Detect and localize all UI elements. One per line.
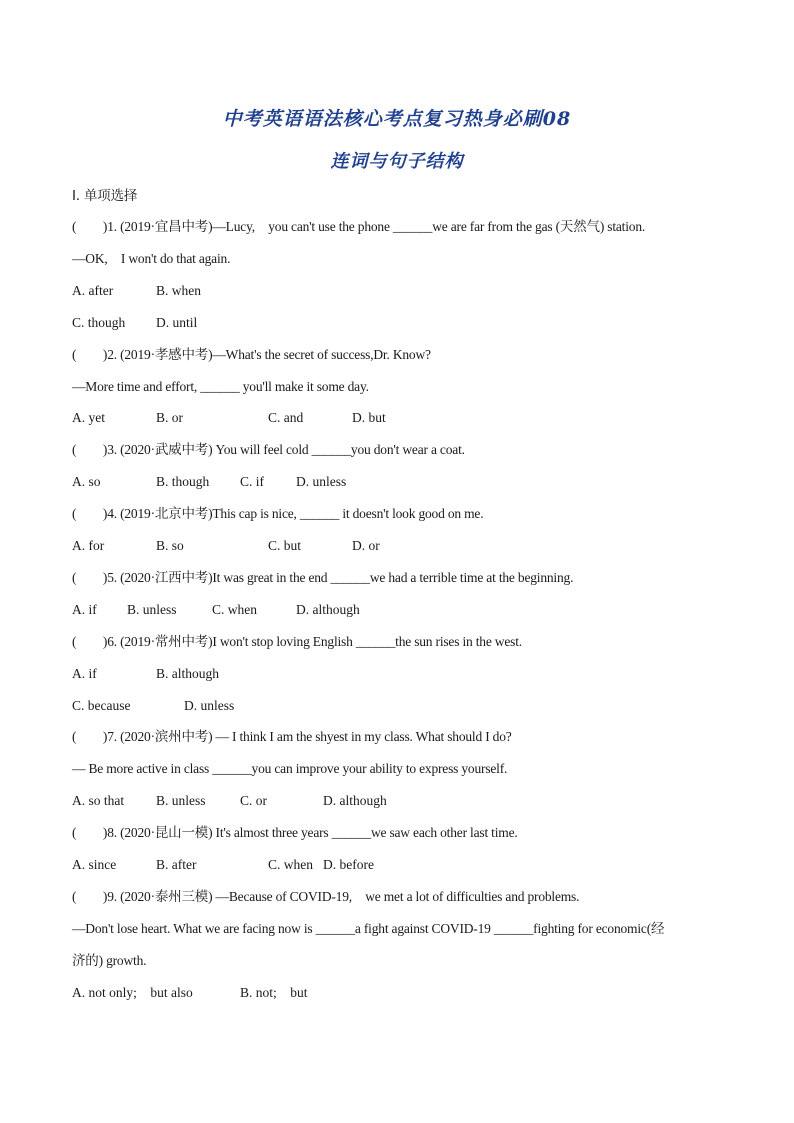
question-text-line: —Don't lose heart. What we are facing now is ______a fight against COVID-19 ______fighting for economic(经: [72, 920, 665, 936]
answer-option[interactable]: C. if: [240, 474, 265, 490]
answer-option[interactable]: A. so: [72, 474, 101, 490]
answer-option[interactable]: C. but: [268, 538, 302, 553]
answer-option[interactable]: B. so: [156, 538, 184, 553]
question-stem: ( )9. (2020·泰州三模) —Because of COVID-19, we met a lot of difficulties and problems.: [72, 888, 580, 904]
answer-option[interactable]: C. or: [240, 793, 267, 809]
answer-option[interactable]: B. unless: [127, 601, 177, 617]
answer-option[interactable]: D. until: [156, 314, 198, 330]
answer-option[interactable]: B. although: [156, 665, 219, 681]
question-stem: ( )8. (2020·昆山一模) It's almost three years ______we saw each other last time.: [72, 825, 518, 841]
section-heading: Ⅰ. 单项选择: [72, 188, 138, 204]
answer-option[interactable]: A. not only; but also: [72, 984, 193, 1000]
question-text-line: —More time and effort, ______ you'll make it some day.: [72, 378, 369, 394]
document-title: 中考英语语法核心考点复习热身必刷08: [222, 108, 572, 130]
question-text-line: 济的) growth.: [72, 952, 147, 968]
document-subtitle: 连词与句子结构: [330, 151, 464, 172]
answer-option[interactable]: A. so that: [72, 793, 125, 809]
answer-option[interactable]: A. yet: [72, 410, 105, 426]
answer-option[interactable]: D. before: [323, 857, 374, 872]
answer-option[interactable]: C. and: [268, 410, 304, 426]
answer-option[interactable]: C. when: [212, 601, 257, 617]
answer-option[interactable]: D. unless: [184, 697, 235, 713]
answer-option[interactable]: B. after: [156, 857, 197, 872]
question-stem: ( )2. (2019·孝感中考)—What's the secret of success,Dr. Know?: [72, 346, 431, 362]
answer-option[interactable]: C. when: [268, 857, 313, 872]
answer-option[interactable]: C. because: [72, 697, 131, 713]
question-stem: ( )3. (2020·武威中考) You will feel cold ______you don't wear a coat.: [72, 442, 465, 458]
answer-option[interactable]: D. although: [323, 793, 387, 809]
answer-option[interactable]: D. although: [296, 601, 360, 617]
answer-option[interactable]: A. if: [72, 601, 97, 617]
answer-option[interactable]: A. if: [72, 665, 97, 681]
answer-option[interactable]: D. unless: [296, 474, 347, 490]
answer-option[interactable]: A. since: [72, 857, 117, 872]
answer-option[interactable]: B. when: [156, 282, 201, 298]
answer-option[interactable]: B. or: [156, 410, 183, 426]
answer-option[interactable]: D. or: [352, 538, 380, 553]
answer-option[interactable]: C. though: [72, 314, 126, 330]
question-stem: ( )1. (2019·宜昌中考)—Lucy, you can't use the phone ______we are far from the gas (天然气) station.: [72, 219, 646, 234]
question-text-line: —OK, I won't do that again.: [72, 250, 231, 266]
answer-option[interactable]: B. though: [156, 474, 210, 490]
question-text-line: — Be more active in class ______you can improve your ability to express yourself.: [72, 761, 508, 777]
question-stem: ( )6. (2019·常州中考)I won't stop loving English ______the sun rises in the west.: [72, 633, 522, 649]
answer-option[interactable]: B. unless: [156, 793, 206, 809]
question-stem: ( )4. (2019·北京中考)This cap is nice, ______ it doesn't look good on me.: [72, 506, 484, 522]
answer-option[interactable]: B. not; but: [240, 984, 308, 1000]
answer-option[interactable]: D. but: [352, 410, 386, 426]
answer-option[interactable]: A. for: [72, 538, 105, 553]
question-stem: ( )5. (2020·江西中考)It was great in the end ______we had a terrible time at the beginning.: [72, 569, 574, 585]
answer-option[interactable]: A. after: [72, 282, 114, 298]
question-stem: ( )7. (2020·滨州中考) — I think I am the shyest in my class. What should I do?: [72, 729, 512, 745]
